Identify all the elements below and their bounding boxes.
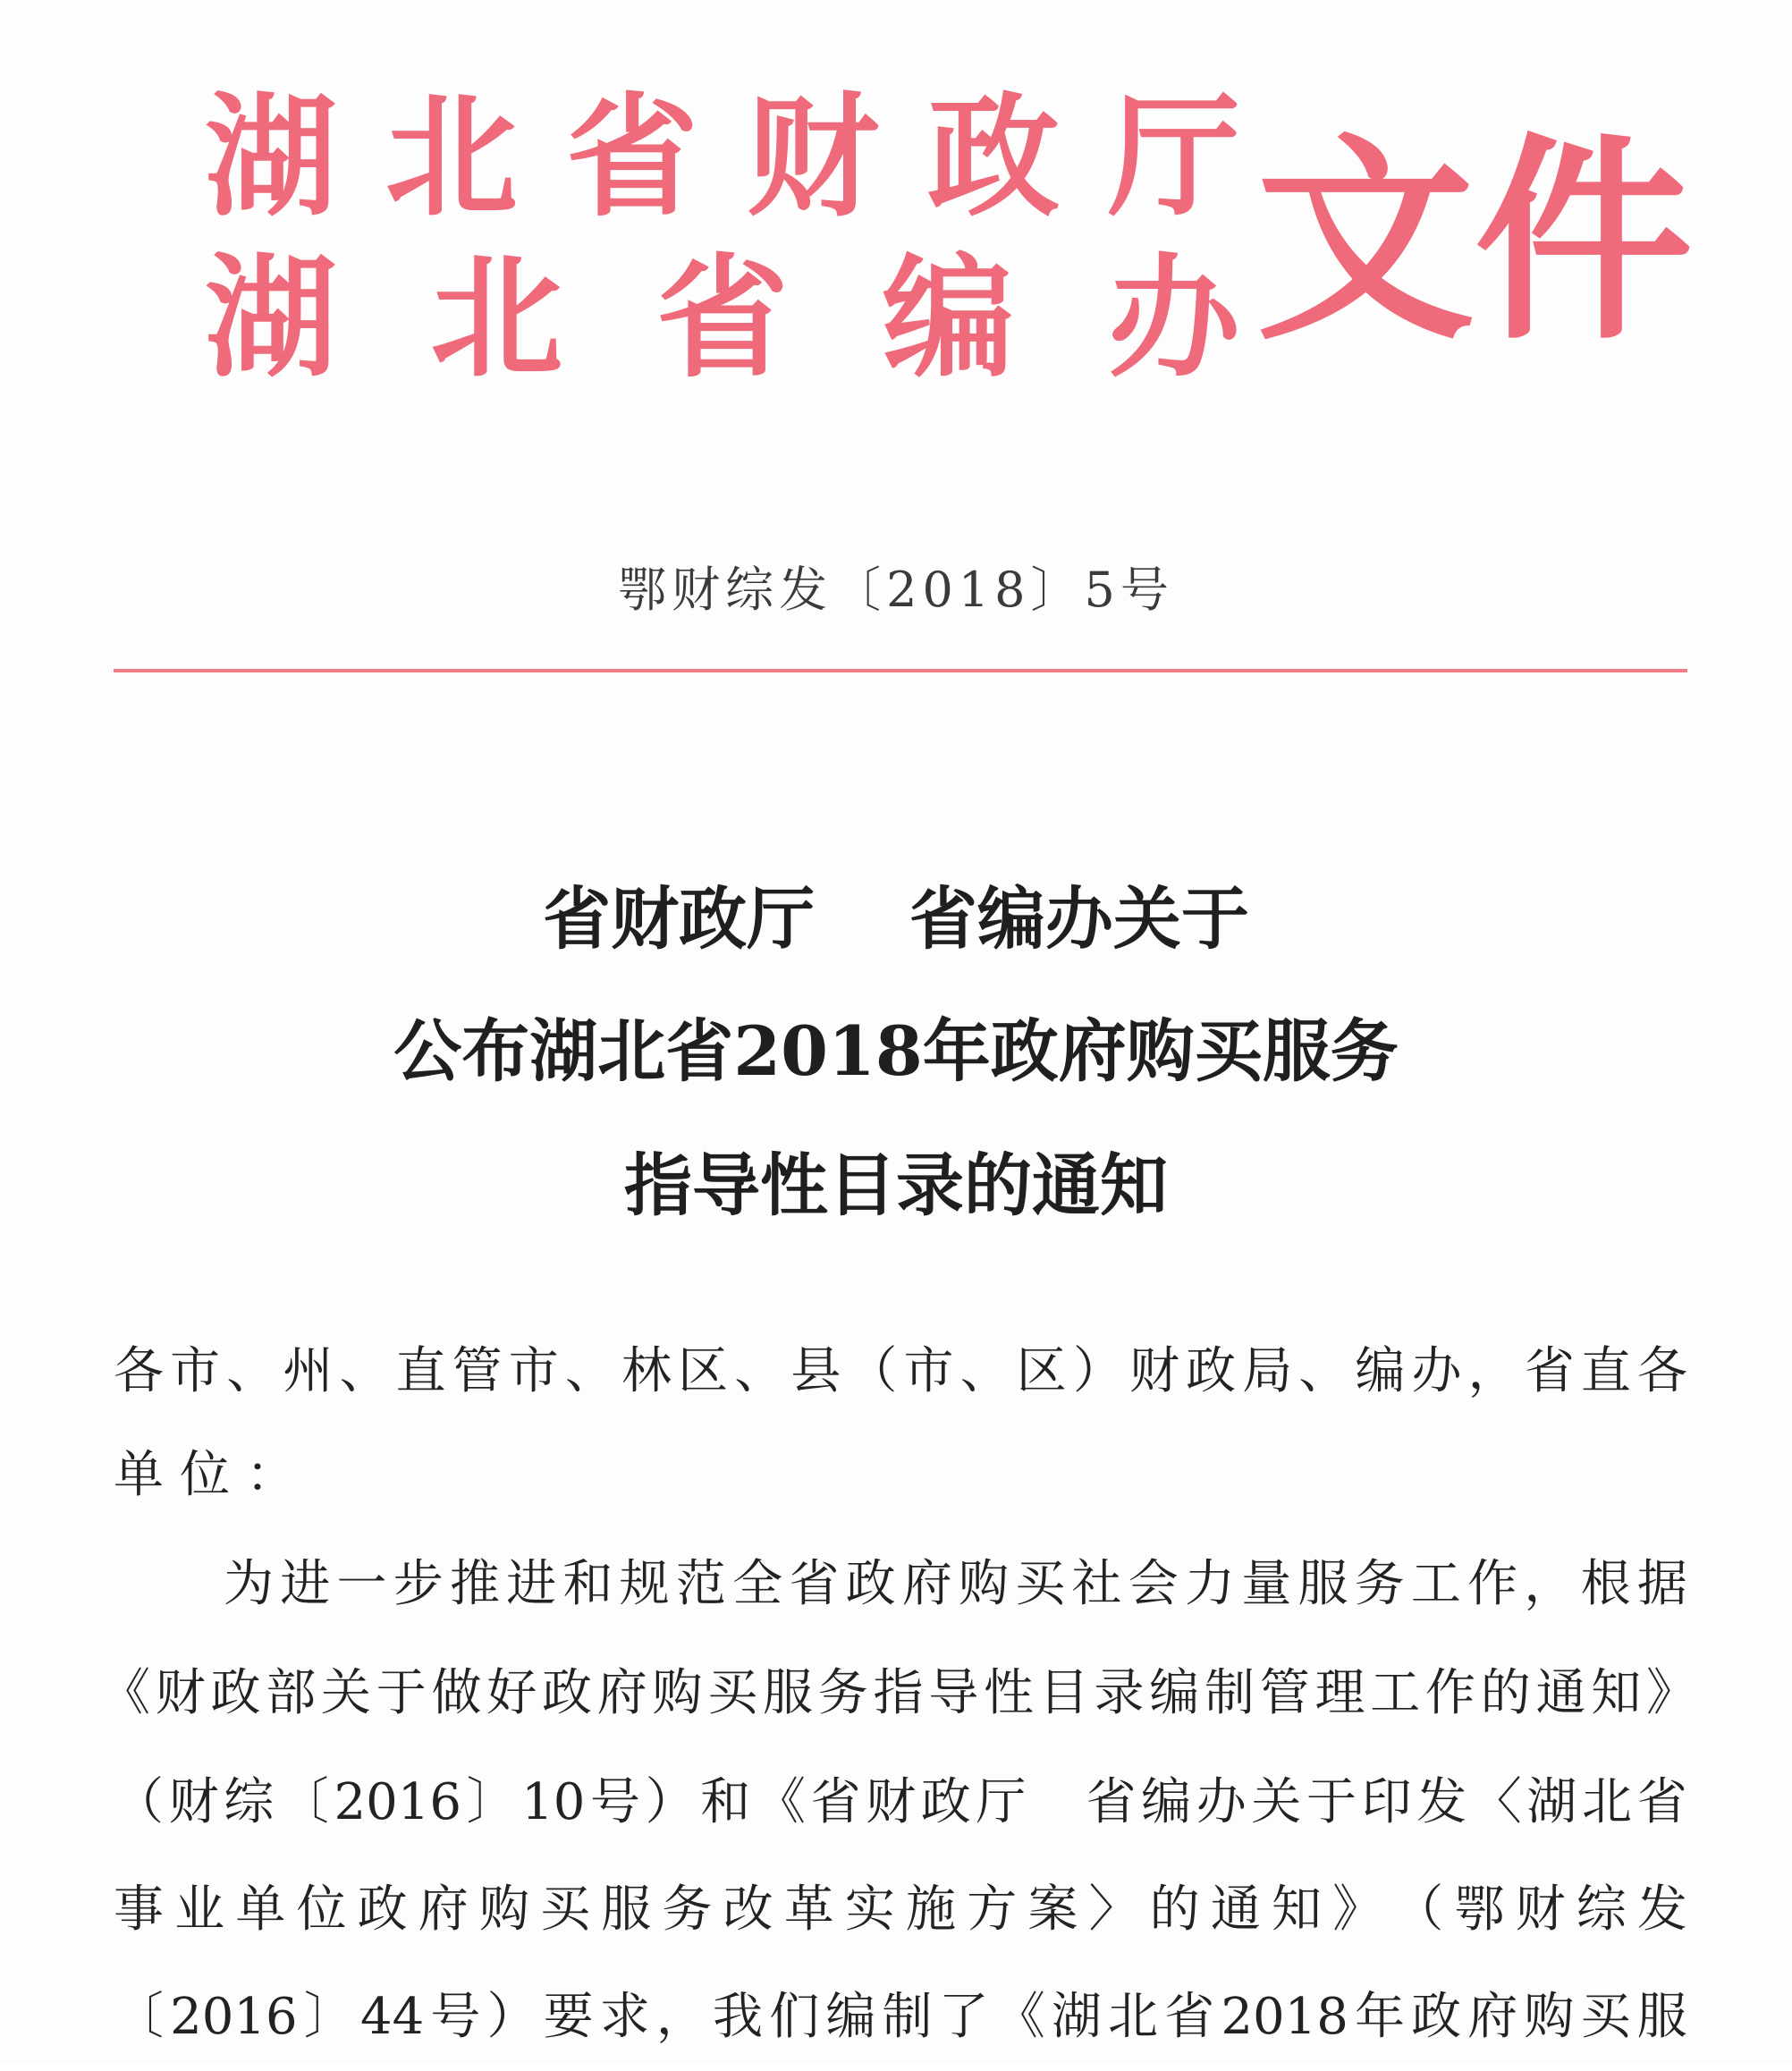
text-char: 实 <box>844 1881 895 1939</box>
text-char: 管 <box>1259 1664 1310 1722</box>
text-char: 、 <box>734 1342 785 1400</box>
text-char: 和 <box>562 1555 613 1613</box>
text-char: 根 <box>1580 1555 1631 1613</box>
body-paragraph-line-1 <box>224 1531 1687 1638</box>
text-char: 位 <box>296 1881 347 1939</box>
text-char: 指 <box>873 1664 924 1722</box>
text-char: 导 <box>928 1664 979 1722</box>
document-title-line-2: 公布湖北省2018年政府购买服务 <box>393 1011 1399 1091</box>
text-char: 北 <box>1582 1773 1633 1831</box>
masthead-char: 厅 <box>1108 79 1240 234</box>
text-char: 部 <box>266 1664 317 1722</box>
masthead-char: 北 <box>385 79 518 234</box>
text-char: 范 <box>675 1555 726 1613</box>
text-char: 服 <box>1298 1555 1348 1613</box>
text-char: 政 <box>920 1773 971 1831</box>
text-char: 工 <box>1410 1555 1461 1613</box>
text-char: 府 <box>418 1881 469 1939</box>
document-number: 鄂财综发〔2018〕5号 <box>618 562 1174 618</box>
body-paragraph-line-4 <box>114 1856 1687 1964</box>
text-char: 编 <box>1141 1773 1192 1831</box>
text-char: 购 <box>1524 1988 1575 2046</box>
text-char: 发 <box>1416 1773 1467 1831</box>
text-char: 、 <box>959 1342 1010 1400</box>
text-char: 务 <box>817 1664 868 1722</box>
text-char: 业 <box>174 1881 225 1939</box>
text-char: 各 <box>1636 1342 1687 1400</box>
text-char: 于 <box>376 1664 427 1722</box>
text-char: 财 <box>168 1773 219 1831</box>
masthead-char: 财 <box>747 79 879 234</box>
text-char: 制 <box>882 1988 933 2046</box>
text-char: 北 <box>1108 1988 1159 2046</box>
text-char: 省 <box>810 1773 861 1831</box>
text-char: 买 <box>1580 1988 1631 2046</box>
text-char: 买 <box>1015 1555 1066 1613</box>
text-char: 2016 <box>170 1988 298 2046</box>
document-title-line-1: 省财政厅 省编办关于 <box>543 879 1249 959</box>
text-char: 区 <box>678 1342 729 1400</box>
text-char: 们 <box>769 1988 820 2046</box>
text-char: 步 <box>393 1555 444 1613</box>
masthead-char: 省 <box>566 79 698 234</box>
text-char: 直 <box>1580 1342 1631 1400</box>
text-char: 政 <box>357 1881 408 1939</box>
text-char: 务 <box>662 1881 713 1939</box>
text-char: 年 <box>1354 1988 1405 2046</box>
document-title-line-3: 指导性目录的通知 <box>624 1145 1168 1225</box>
text-char: 州 <box>283 1342 334 1400</box>
text-char: 的 <box>1480 1664 1531 1722</box>
text-char: 买 <box>540 1881 591 1939</box>
text-char: 2016 <box>334 1773 461 1831</box>
text-char: 鄂 <box>1454 1881 1505 1939</box>
text-char: 目 <box>1038 1664 1089 1722</box>
text-char: 省 <box>1636 1773 1687 1831</box>
text-char: 进 <box>280 1555 331 1613</box>
text-char: 方 <box>967 1881 1018 1939</box>
text-char: 全 <box>732 1555 783 1613</box>
text-char: 县 <box>790 1342 841 1400</box>
text-char: 、 <box>564 1342 615 1400</box>
text-char: 制 <box>1205 1664 1255 1722</box>
text-char: 我 <box>713 1988 764 2046</box>
text-char: 购 <box>652 1664 703 1722</box>
text-char: 买 <box>707 1664 758 1722</box>
text-char: 量 <box>1241 1555 1292 1613</box>
text-char: 推 <box>449 1555 500 1613</box>
body-paragraph-line-5 <box>114 1964 1687 2071</box>
text-char: 的 <box>1149 1881 1200 1939</box>
text-char: 2018 <box>1221 1988 1348 2046</box>
text-char: 湖 <box>1526 1773 1577 1831</box>
text-char: 据 <box>1636 1555 1687 1613</box>
text-char: 关 <box>321 1664 371 1722</box>
text-char: （ <box>1393 1881 1444 1939</box>
text-char: 直 <box>395 1342 446 1400</box>
text-char: （ <box>847 1342 898 1400</box>
text-char: 政 <box>542 1664 592 1722</box>
text-char: 务 <box>1354 1555 1405 1613</box>
text-char: 《 <box>755 1773 806 1831</box>
text-char: 案 <box>1027 1881 1078 1939</box>
text-char: 各 <box>114 1342 164 1400</box>
text-char: 知 <box>1271 1881 1322 1939</box>
text-char: 〔 <box>278 1773 329 1831</box>
text-char: 办 <box>1196 1773 1247 1831</box>
text-char: 购 <box>478 1881 529 1939</box>
text-char: 要 <box>543 1988 594 2046</box>
masthead-char: 编 <box>882 240 1015 395</box>
text-char: 省 <box>1086 1773 1137 1831</box>
text-char: ， <box>655 1988 706 2046</box>
text-char: 政 <box>210 1664 261 1722</box>
text-char: 省 <box>1164 1988 1215 2046</box>
text-char: 财 <box>155 1664 206 1722</box>
text-char: 〉 <box>1088 1881 1139 1939</box>
text-char: 《 <box>994 1988 1045 2046</box>
masthead-char: 北 <box>430 240 563 395</box>
text-char: 求 <box>599 1988 650 2046</box>
text-char: 政 <box>1411 1988 1462 2046</box>
masthead-char: 办 <box>1108 240 1240 395</box>
text-char: 〔 <box>114 1988 164 2046</box>
text-char: 通 <box>1210 1881 1261 1939</box>
text-char: 录 <box>1094 1664 1145 1722</box>
text-char: 厅 <box>976 1773 1027 1831</box>
text-char: 性 <box>984 1664 1034 1722</box>
text-char: 省 <box>1524 1342 1575 1400</box>
text-char: 〕 <box>303 1988 354 2046</box>
text-char: 政 <box>1186 1342 1237 1400</box>
text-char: 革 <box>783 1881 834 1939</box>
text-char: 通 <box>1535 1664 1586 1722</box>
text-char: 区 <box>1016 1342 1067 1400</box>
masthead-char: 省 <box>656 240 789 395</box>
text-char: 市 <box>903 1342 954 1400</box>
text-char: ） <box>486 1988 537 2046</box>
text-char: 知 <box>1591 1664 1642 1722</box>
text-char: 省 <box>789 1555 840 1613</box>
text-char: 、 <box>226 1342 277 1400</box>
text-char: 号 <box>590 1773 641 1831</box>
text-char: 10 <box>521 1773 586 1831</box>
text-char: 》 <box>1646 1664 1696 1722</box>
text-char: 财 <box>1515 1881 1566 1939</box>
masthead-char: 湖 <box>205 240 337 395</box>
text-char: 市 <box>170 1342 221 1400</box>
text-char: 管 <box>452 1342 503 1400</box>
text-char: 好 <box>486 1664 537 1722</box>
text-char: 购 <box>959 1555 1010 1613</box>
text-char: 服 <box>763 1664 813 1722</box>
salutation-line-2: 单位： <box>114 1446 312 1504</box>
text-char: 社 <box>1071 1555 1122 1613</box>
text-char: 了 <box>938 1988 989 2046</box>
text-char: 服 <box>1636 1988 1687 2046</box>
text-char: 关 <box>1251 1773 1302 1831</box>
text-char: 综 <box>224 1773 275 1831</box>
text-char: 会 <box>1128 1555 1179 1613</box>
text-char: 为 <box>224 1555 274 1613</box>
text-char: 编 <box>825 1988 876 2046</box>
text-char: 》 <box>1332 1881 1383 1939</box>
text-char: 于 <box>1306 1773 1357 1831</box>
text-char: 〕 <box>466 1773 517 1831</box>
text-char: 综 <box>1576 1881 1627 1939</box>
text-char: 财 <box>866 1773 917 1831</box>
text-char: 局 <box>1242 1342 1293 1400</box>
body-paragraph-line-2 <box>100 1640 1696 1747</box>
masthead-line-staffing-office <box>204 240 1241 395</box>
salutation-line-1 <box>114 1318 1687 1425</box>
text-char: 编 <box>1355 1342 1406 1400</box>
red-masthead <box>0 0 1792 411</box>
masthead-char: 政 <box>927 79 1060 234</box>
text-char: 44 <box>359 1988 425 2046</box>
text-char: 工 <box>1370 1664 1421 1722</box>
text-char: 财 <box>1128 1342 1179 1400</box>
text-char: 进 <box>506 1555 557 1613</box>
text-char: 政 <box>845 1555 896 1613</box>
text-char: 、 <box>339 1342 390 1400</box>
text-char: 单 <box>235 1881 286 1939</box>
text-char: 府 <box>596 1664 647 1722</box>
text-char: 理 <box>1314 1664 1365 1722</box>
text-char: 、 <box>1298 1342 1349 1400</box>
text-char: 府 <box>901 1555 952 1613</box>
text-char: 〈 <box>1471 1773 1522 1831</box>
text-char: ， <box>1467 1342 1518 1400</box>
text-char: 做 <box>431 1664 482 1722</box>
text-char: 林 <box>621 1342 672 1400</box>
text-char: 改 <box>723 1881 773 1939</box>
text-char: 市 <box>508 1342 559 1400</box>
text-char: ， <box>1524 1555 1575 1613</box>
text-char: 印 <box>1361 1773 1412 1831</box>
text-char: 施 <box>906 1881 957 1939</box>
text-char: ） <box>645 1773 696 1831</box>
text-space <box>1031 1749 1081 1856</box>
text-char: 《 <box>100 1664 150 1722</box>
text-char: 服 <box>601 1881 652 1939</box>
text-char: 规 <box>619 1555 670 1613</box>
text-char: 号 <box>430 1988 481 2046</box>
body-paragraph-line-3 <box>114 1749 1687 1856</box>
text-char: 事 <box>114 1881 164 1939</box>
masthead-suffix: 文件 <box>1256 113 1693 369</box>
text-char: 作 <box>1425 1664 1475 1722</box>
masthead-line-finance-department <box>204 79 1241 234</box>
text-char: 和 <box>700 1773 751 1831</box>
text-char: ） <box>1072 1342 1123 1400</box>
text-char: 府 <box>1467 1988 1518 2046</box>
text-char: （ <box>114 1773 164 1831</box>
text-char: 编 <box>1149 1664 1200 1722</box>
red-divider-rule <box>114 669 1687 672</box>
masthead-char: 湖 <box>205 79 337 234</box>
text-char: 发 <box>1636 1881 1687 1939</box>
text-char: 办 <box>1411 1342 1462 1400</box>
text-char: 力 <box>1184 1555 1235 1613</box>
text-char: 一 <box>336 1555 387 1613</box>
text-char: 作 <box>1467 1555 1518 1613</box>
text-char: 湖 <box>1051 1988 1102 2046</box>
